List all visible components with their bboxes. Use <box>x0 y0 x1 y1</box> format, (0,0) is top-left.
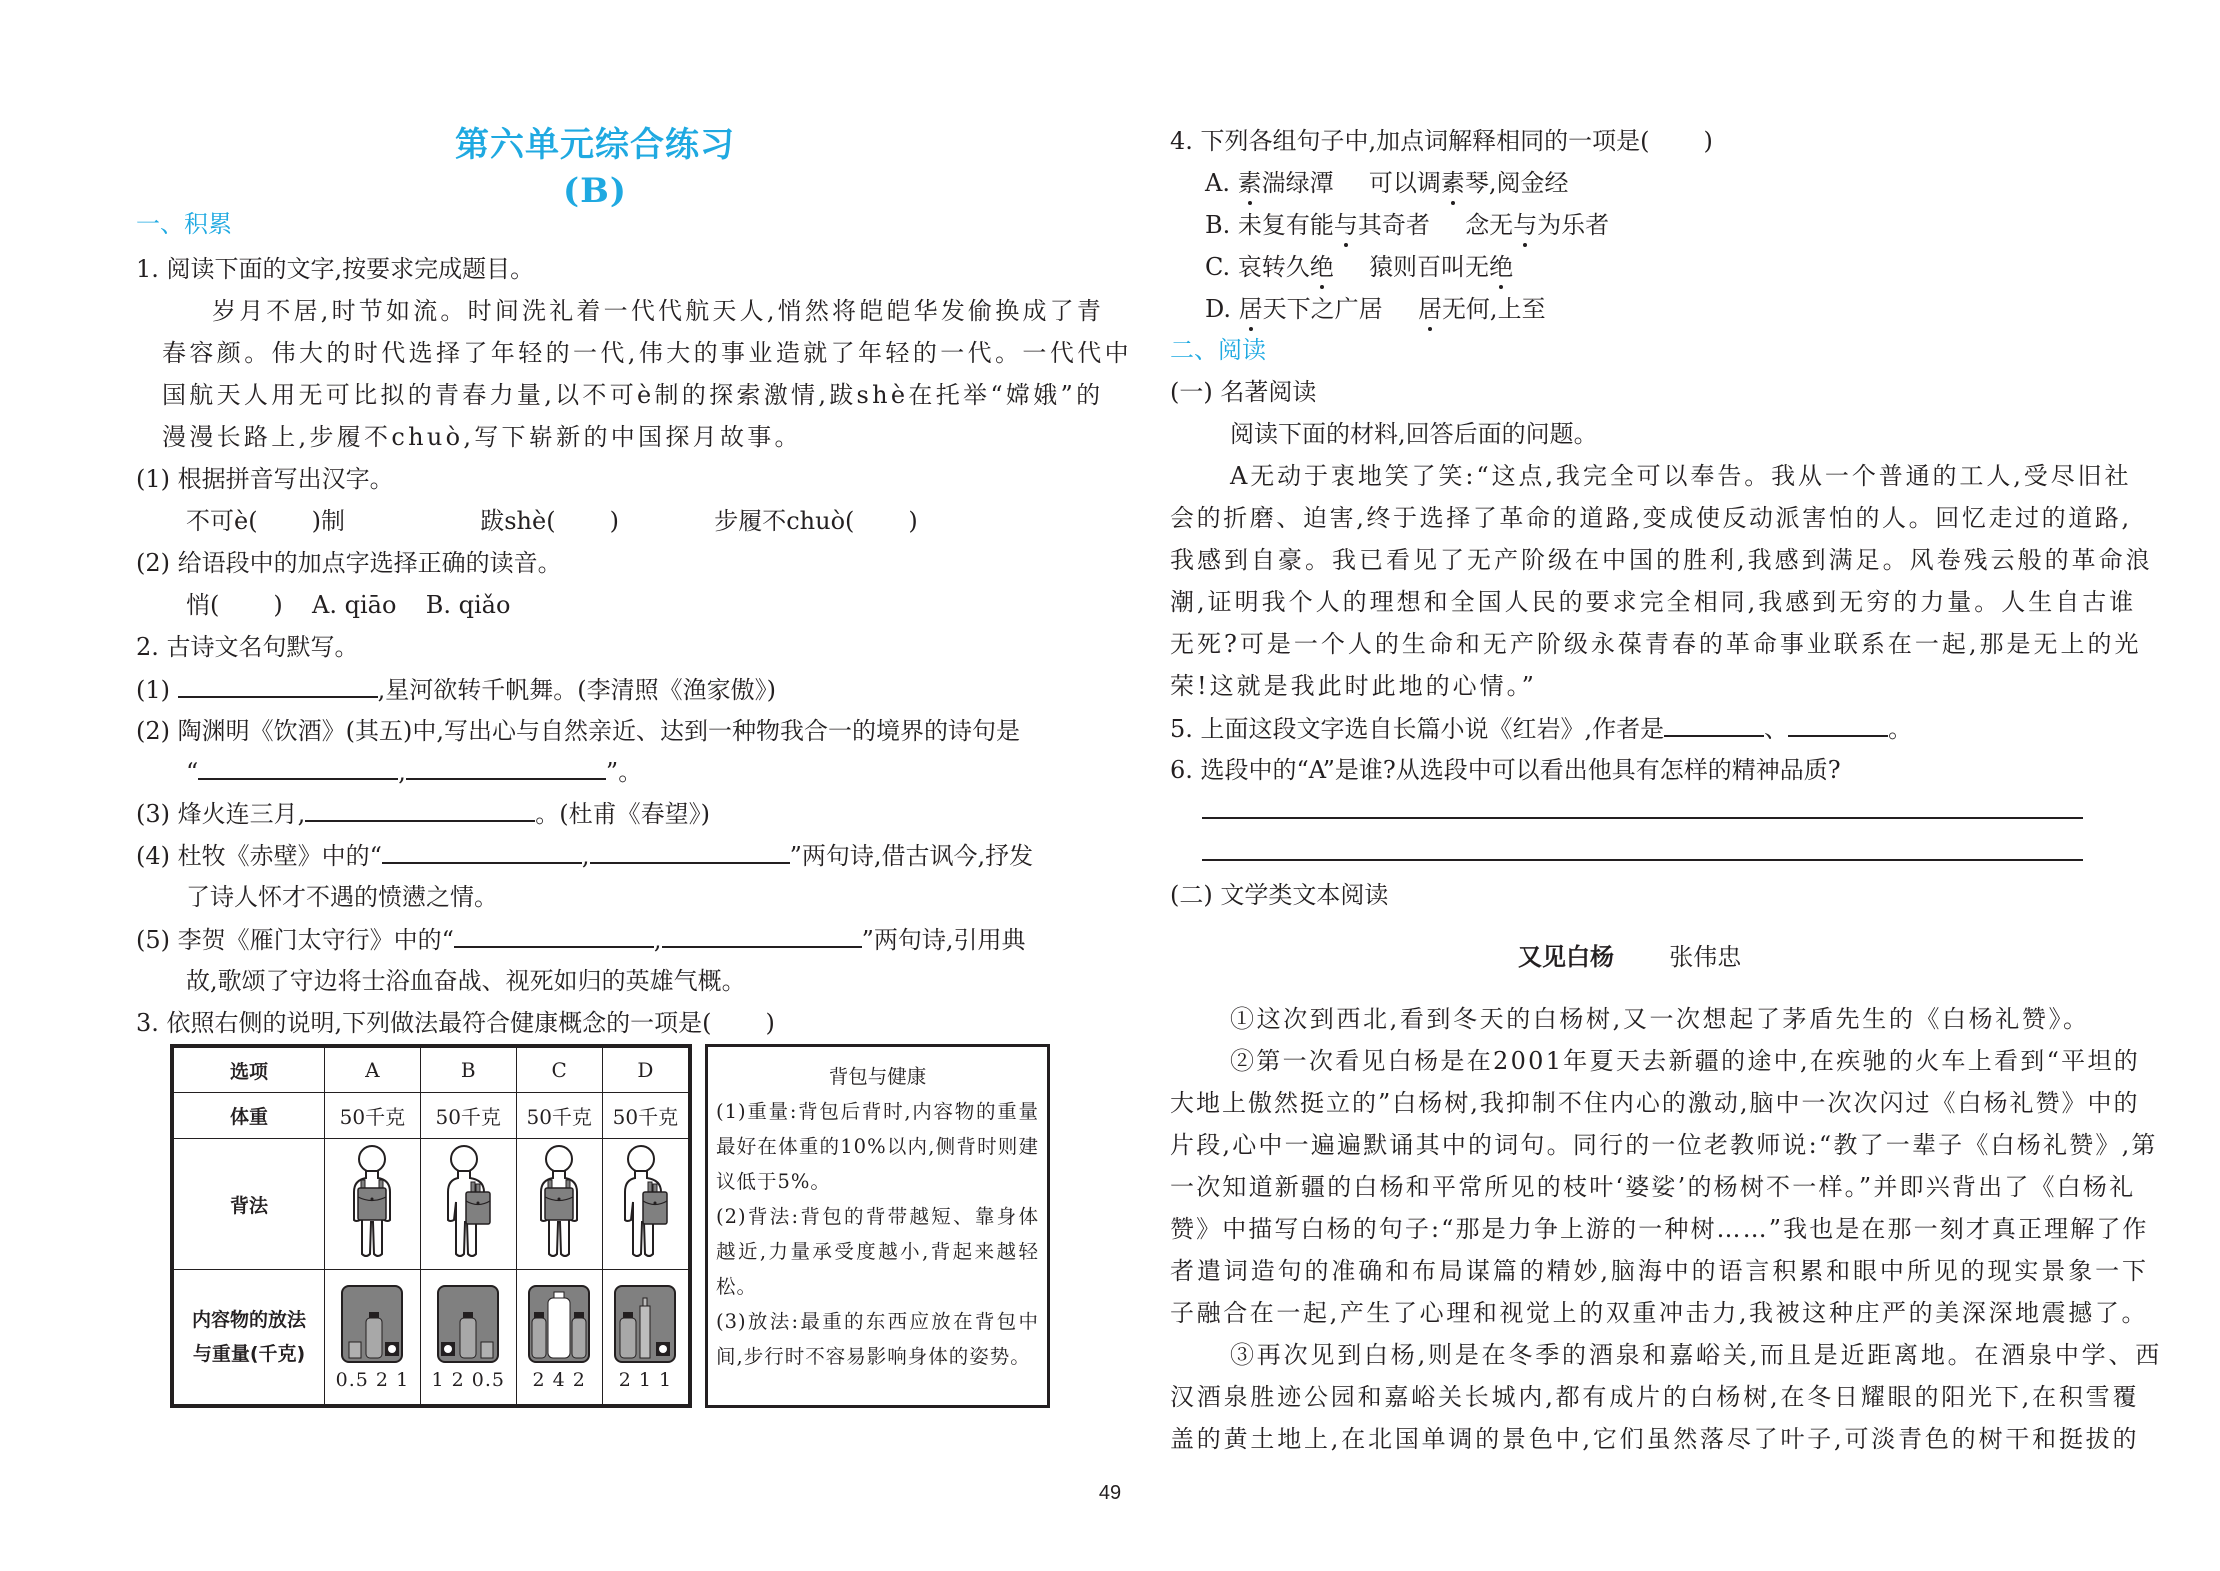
pinyin-fill-row <box>186 506 918 536</box>
carry-figure-d <box>602 1139 688 1270</box>
kg-values <box>325 1369 420 1391</box>
answer-blank[interactable] <box>198 756 398 780</box>
poem-item-2-blanks: “ , ”。 <box>186 758 643 786</box>
option-label: D <box>602 1048 688 1093</box>
article-author: 张伟忠 <box>1669 943 1742 971</box>
kg-value: 1 <box>396 1368 410 1391</box>
answer-blank[interactable] <box>662 924 862 948</box>
note-paragraph: (3)放法:最重的东西应放在背包中间,步行时不容易影响身体的姿势。 <box>716 1310 1039 1368</box>
person-double-strap-icon <box>342 1142 402 1262</box>
row-header-contents <box>174 1270 325 1405</box>
question-2-stem: 2. 古诗文名句默写。 <box>136 633 359 661</box>
note-paragraph: (1)重量:背包后背时,内容物的重量最好在体重的10%以内,侧背时则建议低于5%。 <box>716 1100 1039 1193</box>
option-label: D. <box>1205 295 1232 323</box>
passage-line: 国航天人用无可比拟的青春力量,以不可è制的探索激情,跋shè在托举“嫦娥”的 <box>162 381 1104 409</box>
question-4-stem <box>1170 126 1713 156</box>
paren-close: ) <box>273 591 283 619</box>
poem-item-1 <box>136 674 776 705</box>
article-line: 盖的黄土地上,在北国单调的景色中,它们虽然落尽了叶子,可淡青色的树干和挺拔的 <box>1170 1425 2140 1453</box>
pinyin-item-she-close: ) <box>609 507 619 535</box>
kg-value: 1 <box>431 1368 445 1391</box>
choice-b: B. qiǎo <box>425 591 511 619</box>
answer-blank[interactable] <box>406 756 606 780</box>
note-paragraph: (2)背法:背包的背带越短、靠身体越近,力量承受度越小,背起来越轻松。 <box>716 1205 1039 1298</box>
text: 未复有能 <box>1237 211 1334 239</box>
text: 猿则百叫无 <box>1369 253 1490 281</box>
item-text: ”两句诗,借古讽今,抒发 <box>789 842 1034 870</box>
bag-contents-a-icon <box>339 1284 405 1364</box>
contents-cell-b <box>420 1270 516 1405</box>
carry-figure-c <box>516 1139 602 1270</box>
kg-values <box>603 1369 688 1391</box>
article-line: ①这次到西北,看到冬天的白杨树,又一次想起了茅盾先生的《白杨礼赞》。 <box>1230 1005 2090 1033</box>
dotted-word: 素 <box>1237 169 1262 197</box>
row-header-carry: 背法 <box>174 1139 325 1270</box>
carry-figure-a <box>325 1139 421 1270</box>
note-title: 背包与健康 <box>828 1065 927 1088</box>
body-weight: 50千克 <box>602 1093 688 1139</box>
dotted-word: 与 <box>1513 211 1538 239</box>
question-1-sub-1: (1) 根据拼音写出汉字。 <box>136 465 394 493</box>
item-number: (5) <box>136 926 170 954</box>
text: 无何,上至 <box>1441 295 1546 323</box>
answer-blank[interactable] <box>178 674 378 698</box>
backpack-health-note <box>705 1044 1050 1408</box>
stem-text: 4. 下列各组句子中,加点词解释相同的一项是( <box>1170 127 1650 155</box>
pinyin-item-chuo: 步履不chuò( <box>714 507 855 535</box>
excerpt-line: 荣!这就是我此时此地的心情。” <box>1170 672 1537 700</box>
pinyin-item-e-close: )制 <box>311 507 345 535</box>
kg-value: 2 <box>532 1368 546 1391</box>
page-title: 第六单元综合练习(B) <box>455 125 735 211</box>
kg-value: 0.5 <box>335 1368 369 1391</box>
dotted-word: 居 <box>1238 295 1263 323</box>
quote-close: ”。 <box>605 758 643 786</box>
answer-blank[interactable] <box>590 840 790 864</box>
paren-close: ) <box>1703 127 1713 155</box>
option-label: B. <box>1205 211 1231 239</box>
item-number: (4) <box>136 842 170 870</box>
section-heading-reading: 二、阅读 <box>1170 336 1266 364</box>
dotted-char: 悄( <box>186 591 220 619</box>
bag-contents-b-icon <box>435 1284 501 1364</box>
poem-item-3 <box>136 798 710 829</box>
person-double-strap-icon <box>529 1142 589 1262</box>
pinyin-item-chuo-close: ) <box>908 507 918 535</box>
text: 琴,阅金经 <box>1464 169 1569 197</box>
article-line: 大地上傲然挺立的”白杨树,我抑制不住内心的激动,脑中一次次闪过《白杨礼赞》中的 <box>1170 1089 2140 1117</box>
row-header-option: 选项 <box>174 1048 325 1093</box>
dotted-word: 居 <box>1417 295 1442 323</box>
reading-choice-row <box>186 590 510 620</box>
option-label: A. <box>1205 169 1230 197</box>
question-1-stem: 1. 阅读下面的文字,按要求完成题目。 <box>136 255 535 283</box>
text: 为乐者 <box>1537 211 1610 239</box>
pinyin-item-e: 不可è( <box>186 507 258 535</box>
kg-value: 1 <box>638 1368 652 1391</box>
pinyin-item-she: 跋shè( <box>480 507 556 535</box>
body-weight: 50千克 <box>420 1093 516 1139</box>
answer-blank[interactable] <box>454 924 654 948</box>
stem-text: 3. 依照右侧的说明,下列做法最符合健康概念的一项是( <box>136 1009 712 1037</box>
dotted-word: 绝 <box>1309 253 1334 281</box>
excerpt-line: 会的折磨、迫害,终于选择了革命的道路,变成使反动派害怕的人。回忆走过的道路, <box>1170 504 2132 532</box>
excerpt-line: 我感到自豪。我已看见了无产阶级在中国的胜利,我感到满足。风卷残云般的革命浪 <box>1170 546 2153 574</box>
stem-text: 5. 上面这段文字选自长篇小说《红岩》,作者是 <box>1170 715 1665 743</box>
excerpt-line: 无死?可是一个人的生命和无产阶级永葆青春的革命事业联系在一起,那是无上的光 <box>1170 630 2142 658</box>
question-5 <box>1170 713 1912 744</box>
separator: 、 <box>1764 715 1789 743</box>
text: 哀转久 <box>1237 253 1310 281</box>
row-header-weight: 体重 <box>174 1093 325 1139</box>
contents-cell-d <box>602 1270 688 1405</box>
answer-blank[interactable] <box>305 798 535 822</box>
article-line: 汉酒泉胜迹公园和嘉峪关长城内,都有成片的白杨树,在冬日耀眼的阳光下,在积雪覆 <box>1170 1383 2140 1411</box>
part-1-heading: (一) 名著阅读 <box>1170 378 1317 406</box>
passage-text: 岁月不居,时节如流。时间洗礼着一代代航天人,悄然将皑皑华发偷换成了青 <box>212 297 1105 325</box>
article-title: 又见白杨 <box>1518 943 1614 971</box>
header-line: 与重量(千克) <box>192 1343 306 1365</box>
text: 念无 <box>1465 211 1514 239</box>
part-1-instruction: 阅读下面的材料,回答后面的问题。 <box>1230 420 1598 448</box>
person-single-strap-icon <box>438 1142 498 1262</box>
kg-value: 4 <box>552 1368 566 1391</box>
kg-values <box>421 1369 516 1391</box>
poem-item-5: (5) 李贺《雁门太守行》中的“ , ”两句诗,引用典 <box>136 926 1026 954</box>
header-line: 内容物的放法 <box>191 1309 306 1331</box>
item-number: (2) <box>136 717 170 745</box>
kg-value: 2 <box>375 1368 390 1391</box>
kg-value: 1 <box>658 1368 673 1391</box>
dotted-word: 与 <box>1333 211 1358 239</box>
poem-item-2 <box>136 716 1020 746</box>
article-line: 者遣词造句的准确和布局谋篇的精妙,脑海中的语言积累和眼中所见的现实景象一下 <box>1170 1257 2149 1285</box>
answer-blank[interactable] <box>1788 713 1888 737</box>
dotted-word: 素 <box>1440 169 1465 197</box>
kg-value: 2 <box>451 1368 465 1391</box>
item-text: 。(杜甫《春望》) <box>535 800 711 828</box>
contents-cell-c <box>516 1270 602 1405</box>
section-heading-accumulation: 一、积累 <box>136 210 232 238</box>
body-weight: 50千克 <box>325 1093 421 1139</box>
q4-option-a[interactable] <box>1205 168 1569 198</box>
article-line: 片段,心中一遍遍默诵其中的词句。同行的一位老教师说:“教了一辈子《白杨礼赞》,第 <box>1170 1131 2158 1159</box>
person-single-strap-icon <box>615 1142 675 1262</box>
passage-line: 漫漫长路上,步履不chuò,写下崭新的中国探月故事。 <box>162 423 802 451</box>
excerpt-line: A无动于衷地笑了笑:“这点,我完全可以奉告。我从一个普通的工人,受尽旧社 <box>1230 462 2132 490</box>
article-header <box>1518 942 1741 972</box>
backpack-options-table <box>170 1044 692 1408</box>
part-2-heading: (二) 文学类文本阅读 <box>1170 881 1389 909</box>
q4-option-d[interactable] <box>1205 294 1546 324</box>
answer-blank[interactable] <box>1664 713 1764 737</box>
body-weight: 50千克 <box>516 1093 602 1139</box>
q4-option-b[interactable] <box>1205 210 1609 240</box>
item-number: (1) <box>136 676 170 704</box>
text: 其奇者 <box>1357 211 1430 239</box>
page-number: 49 <box>1098 1482 1122 1504</box>
option-label: B <box>420 1048 516 1093</box>
quote-open: “ <box>186 758 199 786</box>
bag-contents-d-icon <box>612 1284 678 1364</box>
text: 湍绿潭 <box>1261 169 1334 197</box>
answer-line[interactable] <box>1202 859 2083 861</box>
kg-value: 0.5 <box>471 1368 505 1391</box>
poem-item-5-cont: 故,歌颂了守边将士浴血奋战、视死如归的英雄气概。 <box>186 967 746 995</box>
kg-value: 2 <box>572 1368 586 1391</box>
option-label: A <box>325 1048 421 1093</box>
text: 天下之广居 <box>1262 295 1383 323</box>
contents-cell-a <box>325 1270 421 1405</box>
poem-item-4: (4) 杜牧《赤壁》中的“ , ”两句诗,借古讽今,抒发 <box>136 842 1034 870</box>
article-line: 子融合在一起,产生了心理和视觉上的双重冲击力,我被这种庄严的美深深地震撼了。 <box>1170 1299 2149 1327</box>
poem-item-4-cont: 了诗人怀才不遇的愤懑之情。 <box>186 883 498 911</box>
item-text: ”两句诗,引用典 <box>861 926 1026 954</box>
bag-contents-c-icon <box>526 1284 592 1364</box>
item-text: 杜牧《赤壁》中的“ <box>177 842 382 870</box>
option-label: C. <box>1205 253 1231 281</box>
passage-line: 春容颜。伟大的时代选择了年轻的一代,伟大的事业造就了年轻的一代。一代代中 <box>162 339 1133 367</box>
item-text: ,星河欲转千帆舞。(李清照《渔家傲》) <box>377 676 776 704</box>
kg-values <box>517 1369 602 1391</box>
option-label: C <box>516 1048 602 1093</box>
text: 可以调 <box>1368 169 1441 197</box>
article-line: ③再次见到白杨,则是在冬季的酒泉和嘉峪关,而且是近距离地。在酒泉中学、西 <box>1230 1341 2163 1369</box>
choice-a: A. qiāo <box>312 591 397 619</box>
excerpt-line: 潮,证明我个人的理想和全国人民的要求完全相同,我感到无穷的力量。人生自古谁 <box>1170 588 2137 616</box>
item-text: 李贺《雁门太守行》中的“ <box>177 926 454 954</box>
kg-value: 2 <box>618 1368 632 1391</box>
dotted-word: 绝 <box>1489 253 1514 281</box>
carry-figure-b <box>420 1139 516 1270</box>
article-line: ②第一次看见白杨是在2001年夏天去新疆的途中,在疾驰的火车上看到“平坦的 <box>1230 1047 2141 1075</box>
period: 。 <box>1888 715 1913 743</box>
answer-line[interactable] <box>1202 817 2083 819</box>
passage-line <box>212 296 1104 326</box>
question-3-stem <box>136 1008 775 1038</box>
q4-option-c[interactable] <box>1205 252 1513 282</box>
item-number: (3) <box>136 800 170 828</box>
item-text: 陶渊明《饮酒》(其五)中,写出心与自然亲近、达到一种物我合一的境界的诗句是 <box>177 717 1020 745</box>
question-6: 6. 选段中的“A”是谁?从选段中可以看出他具有怎样的精神品质? <box>1170 756 1841 784</box>
article-line: 赞》中描写白杨的句子:“那是力争上游的一种树……”我也是在那一刻才真正理解了作 <box>1170 1215 2149 1243</box>
question-1-sub-2: (2) 给语段中的加点字选择正确的读音。 <box>136 549 562 577</box>
answer-blank[interactable] <box>382 840 582 864</box>
article-line: 一次知道新疆的白杨和平常所见的枝叶‘婆娑’的杨树不一样。”并即兴背出了《白杨礼 <box>1170 1173 2136 1201</box>
paren-close: ) <box>765 1009 775 1037</box>
item-text: 烽火连三月, <box>177 800 306 828</box>
